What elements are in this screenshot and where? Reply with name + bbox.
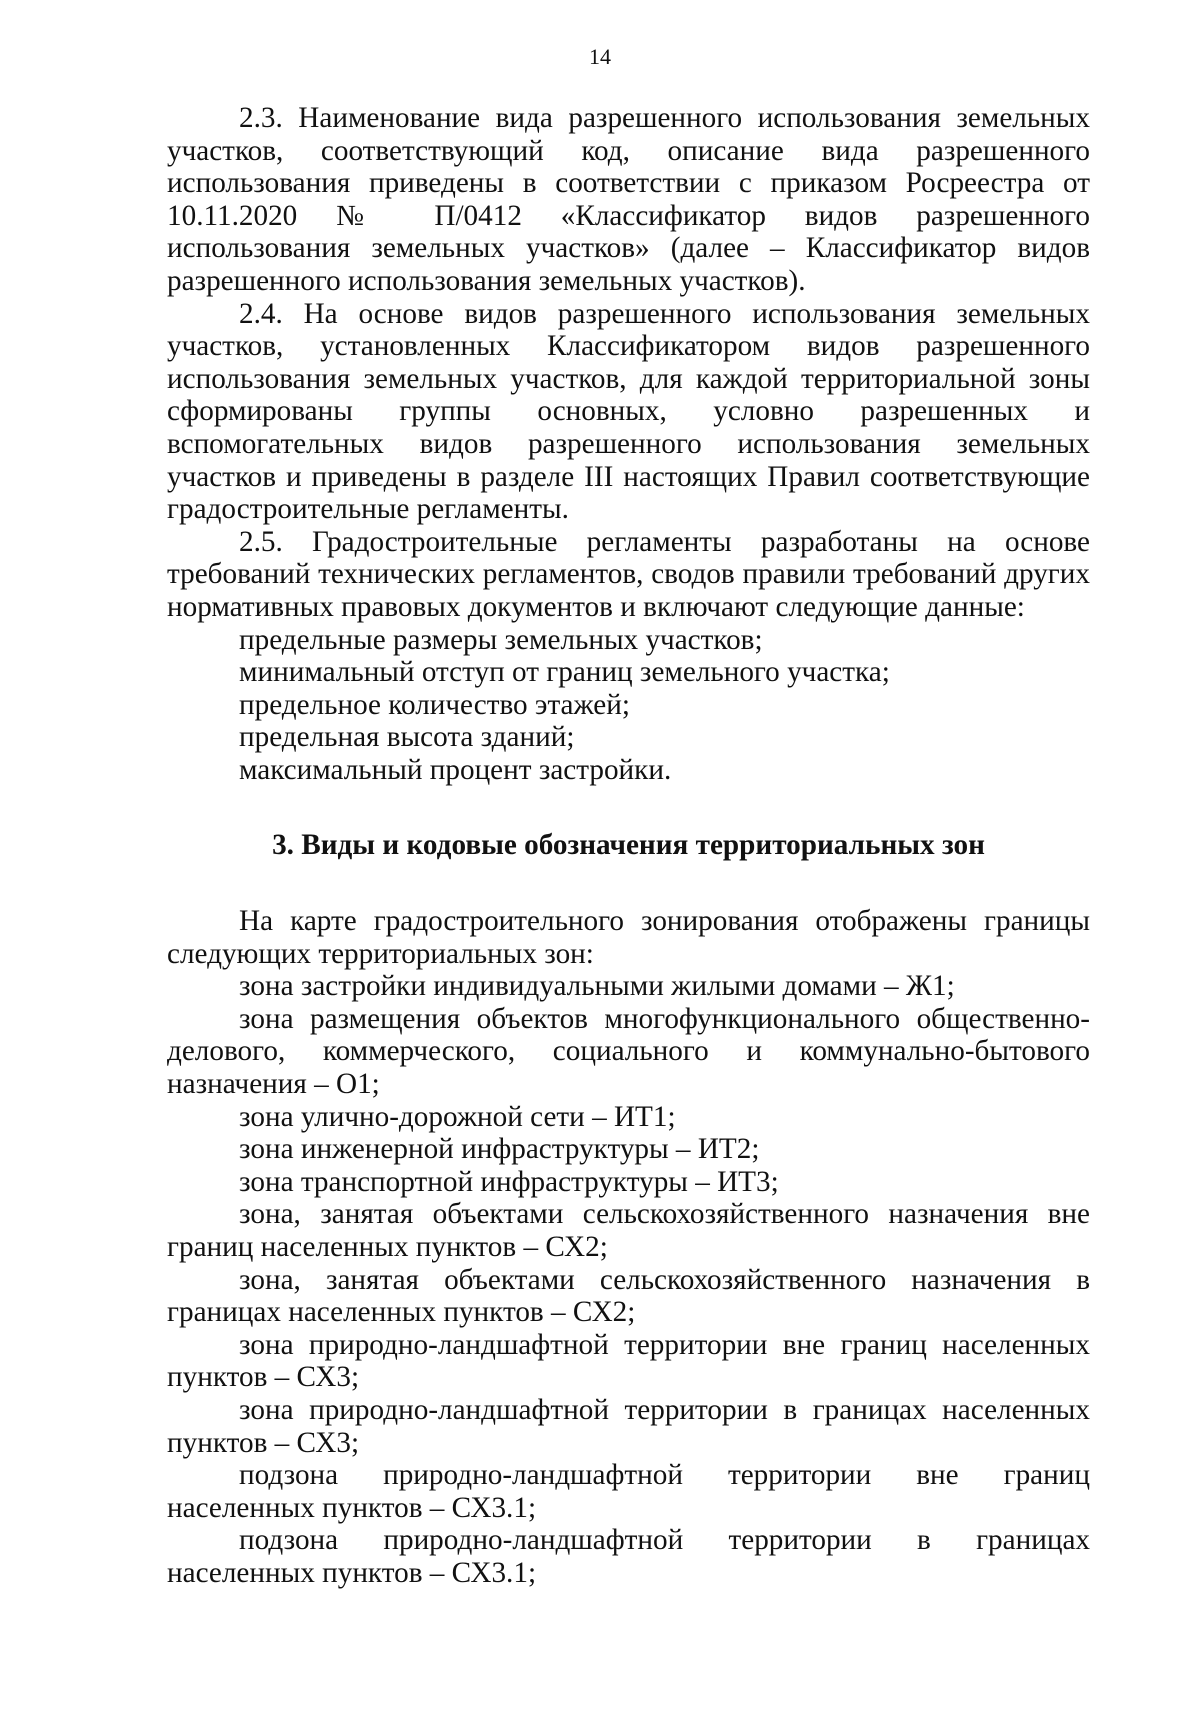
regulation-item: предельные размеры земельных участков; xyxy=(239,623,763,656)
zone-item: зона инженерной инфраструктуры – ИТ2; xyxy=(239,1133,760,1166)
document-body xyxy=(167,102,1090,1590)
page-number: 14 xyxy=(589,44,611,69)
zone-item: зона застройки индивидуальными жилыми домами – Ж1; xyxy=(239,970,955,1003)
zone-item: зона транспортной инфраструктуры – ИТ3; xyxy=(239,1165,779,1198)
zone-item: зона природно-ландшафтной территории вне границ населенных пунктов – СХ3; xyxy=(167,1328,1090,1394)
regulation-item: минимальный отступ от границ земельного участка; xyxy=(239,656,890,689)
regulation-item: максимальный процент застройки. xyxy=(239,753,672,786)
section-title: 3. Виды и кодовые обозначения территориальных зон xyxy=(272,829,985,862)
zone-item: зона улично-дорожной сети – ИТ1; xyxy=(239,1100,676,1133)
zones-intro: На карте градостроительного зонирования отображены границы следующих территориальных зон: xyxy=(167,905,1090,970)
zone-item: подзона природно-ландшафтной территории вне границ населенных пунктов – СХ3.1; xyxy=(167,1459,1090,1524)
regulation-item: предельное количество этажей; xyxy=(239,688,630,721)
zone-item: зона природно-ландшафтной территории в границах населенных пунктов – СХ3; xyxy=(167,1393,1090,1459)
zone-item: подзона природно-ландшафтной территории в границах населенных пунктов – СХ3.1; xyxy=(167,1524,1090,1589)
paragraph-2-3: 2.3. Наименование вида разрешенного использования земельных участков, соответствующий код, описание вида разрешенного использования приведены в соответствии с приказом Росреестра от 10.11.2020 № П/0412 «Классификатор видов разрешенного использования земельных участков» (далее – Классификатор видов разрешенного использования земельных участков). xyxy=(167,102,1090,297)
paragraph-2-5: 2.5. Градостроительные регламенты разработаны на основе требований технических регламентов, сводов правили требований других нормативных правовых документов и включают следующие данные: xyxy=(167,525,1090,623)
zone-item: зона размещения объектов многофункционального общественно-делового, коммерческого, социального и коммунально-бытового назначения – О1; xyxy=(167,1002,1090,1101)
paragraph-2-4: 2.4. На основе видов разрешенного использования земельных участков, установленных Классификатором видов разрешенного использования земельных участков, для каждой территориальной зоны сформированы группы основных, условно разрешенных и вспомогательных видов разрешенного использования земельных участков и приведены в разделе III настоящих Правил соответствующие градостроительные регламенты. xyxy=(167,297,1090,526)
regulation-item: предельная высота зданий; xyxy=(239,721,575,754)
zone-item: зона, занятая объектами сельскохозяйственного назначения в границах населенных пунктов – СХ2; xyxy=(167,1263,1090,1329)
zone-item: зона, занятая объектами сельскохозяйственного назначения вне границ населенных пунктов – СХ2; xyxy=(167,1198,1090,1263)
